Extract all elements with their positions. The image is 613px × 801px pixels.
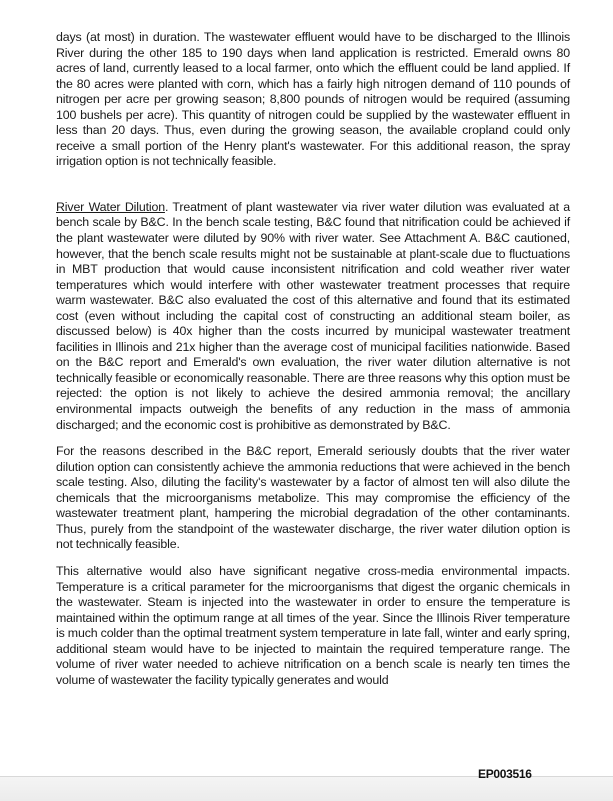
document-page: [56, 30, 570, 688]
section-heading-river-water-dilution: River Water Dilution: [56, 199, 165, 214]
paragraph-ammonia-reduction-doubts: For the reasons described in the B&C report, Emerald seriously doubts that the river water dilution option can consistently achieve the ammonia reductions that were achieved in the bench scale testing. Also, diluting the facility's wastewater by a factor of almost ten will also dilute the chemicals that the microorganisms metabolize. This may compromise the efficiency of the wastewater treatment plant, hampering the microbial degradation of the other contaminants. Thus, purely from the standpoint of the wastewater discharge, the river water dilution option is not technically feasible.: [56, 444, 570, 552]
paragraph-cross-media-impacts: This alternative would also have significant negative cross-media environmental impacts. Temperature is a critical parameter for the microorganisms that digest the organic chemicals in the wastewater. Steam is injected into the wastewater in order to ensure the temperature is maintained within the optimum range at all times of the year. Since the Illinois River temperature is much colder than the optimal treatment system temperature in late fall, winter and early spring, additional steam would have to be injected to maintain the required temperature range. The volume of river water needed to achieve nitrification on a bench scale is nearly ten times the volume of wastewater the facility typically generates and would: [56, 563, 570, 687]
bates-number: EP003516: [478, 767, 532, 781]
paragraph-body: . Treatment of plant wastewater via river water dilution was evaluated at a bench scale by B&C. In the bench scale testing, B&C found that nitrification could be achieved if the plant wastewater were diluted by 90% with river water. See Attachment A. B&C cautioned, however, that the bench scale results might not be sustainable at plant-scale due to fluctuations in MBT production that would cause inconsistent nitrification and cold weather river water temperatures which would interfere with other wastewater treatment processes that require warm wastewater. B&C also evaluated the cost of this alternative and found that its estimated cost (even without including the capital cost of constructing an additional steam boiler, as discussed below) is 40x higher than the costs incurred by municipal wastewater treatment facilities in Illinois and 21x higher than the average cost of municipal facilities nationwide. Based on the B&C report and Emerald's own evaluation, the river water dilution alternative is not technically feasible or economically reasonable. There are three reasons why this option must be rejected: the option is not likely to achieve the desired ammonia removal; the ancillary environmental impacts outweigh the benefits of any reduction in the mass of ammonia discharged; and the economic cost is prohibitive as demonstrated by B&C.: [56, 199, 571, 432]
paragraph-river-water-dilution: [56, 200, 570, 433]
paragraph-spray-irrigation-conclusion: days (at most) in duration. The wastewater effluent would have to be discharged to the Illinois River during the other 185 to 190 days when land application is restricted. Emerald owns 80 acres of land, currently leased to a local farmer, onto which the effluent could be land applied. If the 80 acres were planted with corn, which has a fairly high nitrogen demand of 110 pounds of nitrogen per acre per growing season; 8,800 pounds of nitrogen would be required (assuming 100 bushels per acre). This quantity of nitrogen could be supplied by the wastewater effluent in less than 20 days. Thus, even during the growing season, the available cropland could only receive a small portion of the Henry plant's wastewater. For this additional reason, the spray irrigation option is not technically feasible.: [56, 30, 570, 169]
